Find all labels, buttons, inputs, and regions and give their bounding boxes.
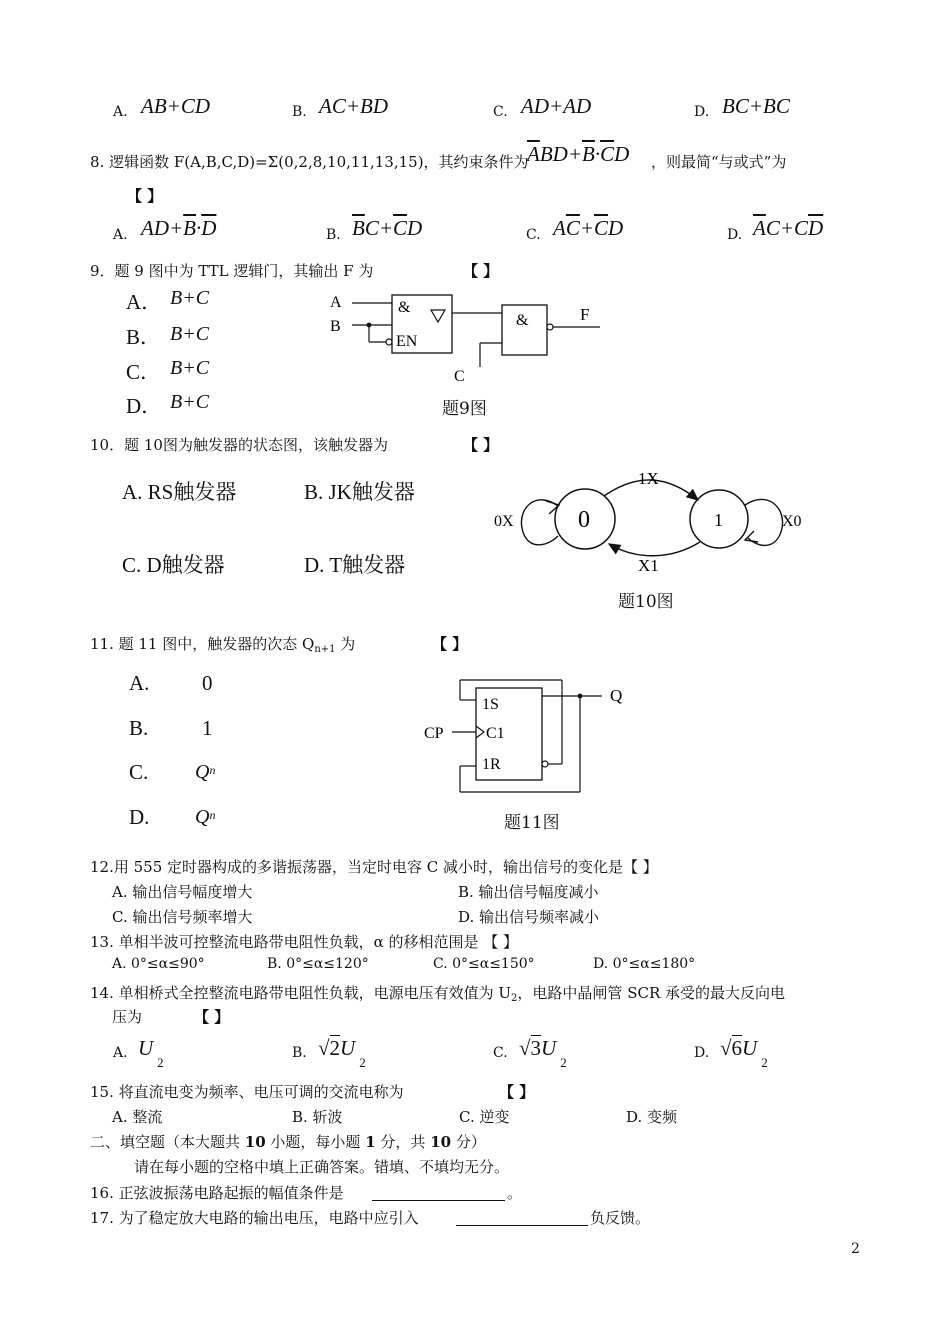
q13-text: 13. 单相半波可控整流电路带电阻性负载，α 的移相范围是 【 】 [90, 933, 519, 951]
q16-text-tail: 。 [507, 1184, 523, 1202]
q12-text: 12.用 555 定时器构成的多谐振荡器，当定时电容 C 减小时，输出信号的变化是【 】 [90, 858, 658, 876]
state-1-label: 1 [714, 510, 723, 530]
input-a-label: A [330, 294, 342, 311]
q8-text-after: ，则最简“与或式”为 [651, 153, 787, 171]
q14-answer-bracket: 【 】 [194, 1008, 230, 1026]
gate1-symbol: & [398, 299, 411, 316]
pin-1s-label: 1S [482, 696, 499, 713]
q11-flipflop-diagram [420, 674, 640, 799]
q10-option-b: B. JK触发器 [304, 480, 415, 504]
q15-option-a: A. 整流 [112, 1108, 163, 1126]
q14-text-line2: 压为 [112, 1008, 143, 1026]
q13-option-b: B. 0°≤α≤120° [267, 956, 369, 972]
input-c-label: C [454, 368, 465, 385]
q10-option-d: D. T触发器 [304, 553, 406, 577]
q17-answer-blank[interactable] [456, 1207, 588, 1226]
q10-state-diagram [486, 460, 816, 580]
cp-label: CP [424, 725, 444, 742]
q11-option-d-label: D. [129, 805, 150, 829]
q10-answer-bracket: 【 】 [463, 436, 499, 454]
q9-option-c-expr: B+C [170, 357, 210, 379]
q14-text-line1: 14. 单相桥式全控整流电路带电阻性负载，电源电压有效值为 $U_2$，电路中晶闸管 SCR 承受的最大反向电 [90, 984, 786, 1004]
q7-option-d-label: D. [694, 104, 710, 120]
q11-option-b-label: B. [129, 716, 149, 740]
q7-option-a-expr: AB+CD [141, 94, 210, 118]
gate2-symbol: & [516, 312, 529, 329]
q8-option-a-expr: $AD+\overline{B}\cdot\overline{D}$ [141, 216, 217, 240]
clock-triangle-icon [476, 726, 484, 738]
q9-answer-bracket: 【 】 [463, 262, 499, 280]
q15-answer-bracket: 【 】 [499, 1083, 535, 1101]
q8-answer-bracket: 【 】 [127, 187, 163, 205]
q14-option-a-expr: $U_2$ [138, 1036, 164, 1070]
q10-option-a: A. RS触发器 [122, 480, 237, 504]
transition-1-to-0-label: X1 [638, 556, 659, 575]
q8-option-c-label: C. [526, 227, 541, 243]
self-loop-0 [521, 500, 558, 545]
q-output-label: Q [610, 686, 623, 705]
q12-option-c: C. 输出信号频率增大 [112, 908, 253, 926]
q9-option-b-label: B． [126, 325, 162, 349]
q14-option-d-label: D. [694, 1045, 710, 1061]
q7-option-b-label: B. [292, 104, 307, 120]
self-loop-1-label: X0 [782, 513, 802, 530]
q15-text: 15. 将直流电变为频率、电压可调的交流电称为 [90, 1083, 404, 1101]
q8-option-b-label: B. [326, 227, 341, 243]
q7-option-c-label: C. [493, 104, 508, 120]
q7-option-a-label: A. [113, 104, 128, 120]
q13-option-c: C. 0°≤α≤150° [433, 956, 535, 972]
q8-option-a-label: A. [113, 227, 128, 243]
q11-option-c-label: C. [129, 760, 149, 784]
input-b-label: B [330, 318, 341, 335]
q15-option-b: B. 斩波 [292, 1108, 343, 1126]
q14-option-a-label: A. [113, 1045, 128, 1061]
q8-option-d-label: D. [727, 227, 743, 243]
self-loop-1 [745, 499, 783, 545]
gate1-enable-label: EN [396, 333, 418, 350]
q11-option-b-value: 1 [202, 716, 213, 740]
q11-option-c-value: $Q^n$ [195, 761, 216, 783]
q9-option-b-expr: B+C [170, 323, 210, 345]
output-f-label: F [580, 305, 590, 324]
qbar-inversion-bubble [542, 761, 548, 767]
q11-figure-caption: 题11图 [504, 813, 560, 833]
section-2-heading: 二、填空题（本大题共 10 小题，每小题 1 分，共 10 分） [90, 1133, 486, 1151]
q12-option-a: A. 输出信号幅度增大 [112, 883, 253, 901]
output-inversion-bubble [547, 324, 553, 330]
q15-option-c: C. 逆变 [459, 1108, 510, 1126]
q13-option-d: D. 0°≤α≤180° [593, 956, 696, 972]
q7-option-b-expr: AC+BD [319, 94, 388, 118]
transition-0-to-1-label: 1X [638, 469, 659, 488]
q11-option-d-value: $Q^n$ [195, 806, 216, 828]
q12-option-d: D. 输出信号频率减小 [458, 908, 600, 926]
q8-option-b-expr: $\overline{B}C+\overline{C}D$ [352, 216, 423, 240]
q9-figure-caption: 题9图 [442, 399, 487, 419]
q10-figure-caption: 题10图 [618, 592, 674, 612]
self-loop-0-label: 0X [494, 513, 514, 530]
q8-option-d-expr: $\overline{A}C+C\overline{D}$ [753, 216, 824, 240]
section-2-instruction: 请在每小题的空格中填上正确答案。错填、不填均无分。 [134, 1158, 510, 1176]
q9-option-a-label: A． [126, 290, 163, 314]
tristate-triangle-icon [431, 310, 445, 322]
q11-option-a-value: 0 [202, 671, 213, 695]
q13-option-a: A. 0°≤α≤90° [112, 956, 205, 972]
q8-option-c-expr: $A\overline{C}+\overline{C}D$ [553, 216, 624, 240]
q14-option-b-expr: $√2U_2$ [318, 1036, 366, 1070]
q16-text: 16. 正弦波振荡电路起振的幅值条件是 [90, 1184, 344, 1202]
q11-answer-bracket: 【 】 [432, 635, 468, 653]
q9-option-c-label: C． [126, 360, 162, 384]
pin-1r-label: 1R [482, 756, 501, 773]
q7-option-c-expr: AD+AD [521, 94, 592, 118]
q9-text: 9．题 9 图中为 TTL 逻辑门，其输出 F 为 [90, 262, 374, 280]
pin-c1-label: C1 [486, 725, 505, 742]
q7-option-d-expr: BC+BC [722, 94, 790, 118]
q8-text: 8. 逻辑函数 F(A,B,C,D)=Σ(0,2,8,10,11,13,15)，其约束条件为 [90, 153, 529, 171]
q11-option-a-label: A. [129, 671, 150, 695]
q11-text: 11. 题 11 图中，触发器的次态 $Q_{n+1}$ 为 [90, 635, 356, 655]
q9-option-d-expr: B+C [170, 391, 210, 413]
q9-option-a-expr: B+C [170, 287, 210, 309]
q8-constraint-expr: $\overline{A}BD+\overline{B}\cdot\overline{C}D$ [527, 142, 630, 166]
enable-inversion-bubble [386, 339, 392, 345]
state-0-label: 0 [578, 507, 590, 533]
q14-option-c-expr: $√3U_2$ [519, 1036, 567, 1070]
q9-option-d-label: D． [126, 394, 163, 418]
q14-option-d-expr: $√6U_2$ [720, 1036, 768, 1070]
q10-text: 10．题 10图为触发器的状态图，该触发器为 [90, 436, 388, 454]
q17-text-tail: 负反馈。 [590, 1209, 651, 1227]
q12-option-b: B. 输出信号幅度减小 [458, 883, 599, 901]
q17-text: 17. 为了稳定放大电路的输出电压，电路中应引入 [90, 1209, 419, 1227]
q10-option-c: C. D触发器 [122, 553, 225, 577]
page-number: 2 [851, 1241, 860, 1257]
q14-option-b-label: B. [292, 1045, 307, 1061]
transition-1-to-0 [609, 542, 700, 556]
q16-answer-blank[interactable] [372, 1182, 505, 1201]
q15-option-d: D. 变频 [626, 1108, 678, 1126]
q14-option-c-label: C. [493, 1045, 508, 1061]
